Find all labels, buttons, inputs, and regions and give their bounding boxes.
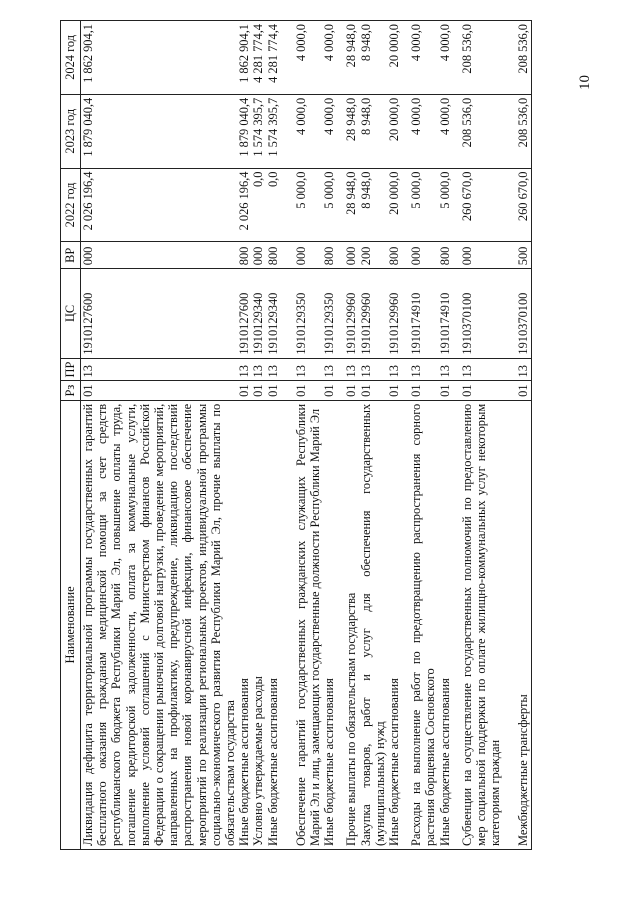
cell-2023: 4 000,0	[322, 94, 336, 168]
table-header-row	[61, 21, 81, 850]
cell-vr: 800	[322, 242, 336, 269]
budget-table	[60, 20, 532, 850]
cell-2023: 208 536,0	[452, 94, 503, 168]
cell-2022: 2 026 196,4	[237, 168, 251, 242]
cell-name: Прочие выплаты по обязательствам государства	[336, 400, 358, 849]
cell-2024: 4 000,0	[322, 21, 336, 95]
cell-vr: 800	[438, 242, 452, 269]
cell-vr: 800	[387, 242, 401, 269]
cell-rz: 01	[401, 381, 437, 400]
table-row	[280, 21, 322, 850]
cell-2022: 8 948,0	[359, 168, 387, 242]
cell-2024: 1 862 904,1	[81, 21, 238, 95]
cell-2024: 4 281 774,4	[251, 21, 265, 95]
cell-name: Иные бюджетные ассигнования	[322, 400, 336, 849]
cell-pr: 13	[401, 358, 437, 381]
cell-vr: 000	[401, 242, 437, 269]
cell-cs: 1910129960	[387, 269, 401, 358]
header-cs: ЦС	[61, 269, 81, 358]
cell-2023: 1 574 395,7	[251, 94, 265, 168]
cell-2022: 260 670,0	[452, 168, 503, 242]
cell-vr: 000	[452, 242, 503, 269]
cell-name: Иные бюджетные ассигнования	[266, 400, 280, 849]
header-name: Наименование	[61, 400, 81, 849]
cell-rz: 01	[237, 381, 251, 400]
header-2022: 2022 год	[61, 168, 81, 242]
cell-cs: 1910129340	[266, 269, 280, 358]
table-row	[401, 21, 437, 850]
cell-name: Закупка товаров, работ и услуг для обеспечения государственных (муниципальных) нужд	[359, 400, 387, 849]
cell-name: Расходы на выполнение работ по предотвращению распространения сорного растения борщевика Сосновского	[401, 400, 437, 849]
cell-2024: 20 000,0	[387, 21, 401, 95]
cell-pr: 13	[81, 358, 238, 381]
cell-2023: 28 948,0	[336, 94, 358, 168]
cell-cs: 1910129340	[251, 269, 265, 358]
cell-pr: 13	[336, 358, 358, 381]
cell-cs: 1910129960	[336, 269, 358, 358]
cell-rz: 01	[452, 381, 503, 400]
cell-rz: 01	[387, 381, 401, 400]
page-number: 10	[577, 75, 593, 90]
cell-rz: 01	[81, 381, 238, 400]
cell-2022: 0,0	[251, 168, 265, 242]
cell-vr: 000	[251, 242, 265, 269]
cell-cs: 1910370100	[502, 269, 531, 358]
cell-2022: 20 000,0	[387, 168, 401, 242]
cell-cs: 1910370100	[452, 269, 503, 358]
cell-2022: 28 948,0	[336, 168, 358, 242]
cell-cs: 1910174910	[438, 269, 452, 358]
cell-2022: 2 026 196,4	[81, 168, 238, 242]
table-row	[359, 21, 387, 850]
cell-2024: 28 948,0	[336, 21, 358, 95]
cell-vr: 800	[266, 242, 280, 269]
cell-vr: 500	[502, 242, 531, 269]
cell-2022: 5 000,0	[322, 168, 336, 242]
cell-2023: 4 000,0	[438, 94, 452, 168]
table-row	[336, 21, 358, 850]
header-2023: 2023 год	[61, 94, 81, 168]
cell-name: Межбюджетные трансферты	[502, 400, 531, 849]
cell-cs: 1910129350	[322, 269, 336, 358]
cell-2023: 1 879 040,4	[81, 94, 238, 168]
rotated-page	[60, 20, 590, 850]
cell-2022: 5 000,0	[401, 168, 437, 242]
cell-vr: 200	[359, 242, 387, 269]
cell-rz: 01	[438, 381, 452, 400]
header-vr: ВР	[61, 242, 81, 269]
cell-2022: 5 000,0	[280, 168, 322, 242]
cell-pr: 13	[387, 358, 401, 381]
table-body	[81, 21, 532, 850]
cell-name: Иные бюджетные ассигнования	[438, 400, 452, 849]
cell-2022: 0,0	[266, 168, 280, 242]
cell-pr: 13	[452, 358, 503, 381]
cell-vr: 800	[237, 242, 251, 269]
cell-name: Иные бюджетные ассигнования	[387, 400, 401, 849]
cell-pr: 13	[438, 358, 452, 381]
cell-2023: 1 879 040,4	[237, 94, 251, 168]
cell-2024: 4 000,0	[401, 21, 437, 95]
cell-pr: 13	[322, 358, 336, 381]
header-rz: Рз	[61, 381, 81, 400]
cell-cs: 1910129960	[359, 269, 387, 358]
table-row	[452, 21, 503, 850]
cell-2024: 208 536,0	[502, 21, 531, 95]
cell-2023: 4 000,0	[401, 94, 437, 168]
cell-cs: 1910127600	[81, 269, 238, 358]
cell-2024: 1 862 904,1	[237, 21, 251, 95]
table-row	[322, 21, 336, 850]
table-row	[81, 21, 238, 850]
cell-2024: 4 000,0	[280, 21, 322, 95]
cell-cs: 1910127600	[237, 269, 251, 358]
table-row	[438, 21, 452, 850]
cell-2022: 260 670,0	[502, 168, 531, 242]
header-pr: ПР	[61, 358, 81, 381]
cell-vr: 000	[81, 242, 238, 269]
cell-name: Обеспечение гарантий государственных гражданских служащих Республики Марий Эл и лиц, замещающих государственные должности Республики Марий Эл	[280, 400, 322, 849]
cell-name: Ликвидация дефицита территориальной программы государственных гарантий бесплатного оказания гражданам медицинской помощи за счет средств республиканского бюджета Республики Марий Эл, повышение оплаты труда, погашение кредиторской задолженности, оплата за коммунальные услуги, выполнение условий соглашений с Министерством финансов Российской Федерации о сокращении рыночной долговой нагрузки, проведение мероприятий, направленных на профилактику, предупреждение, ликвидацию последствий распространения новой коронавирусной инфекции, финансовое обеспечение мероприятий по реализации региональных проектов, индивидуальной программы социально-экономического развития Республики Марий Эл, прочие выплаты по обязательствам государства	[81, 400, 238, 849]
table-row	[266, 21, 280, 850]
cell-2023: 8 948,0	[359, 94, 387, 168]
cell-pr: 13	[237, 358, 251, 381]
cell-vr: 000	[280, 242, 322, 269]
table-row	[502, 21, 531, 850]
cell-pr: 13	[266, 358, 280, 381]
cell-2024: 8 948,0	[359, 21, 387, 95]
cell-pr: 13	[359, 358, 387, 381]
cell-name: Иные бюджетные ассигнования	[237, 400, 251, 849]
cell-rz: 01	[322, 381, 336, 400]
cell-2024: 4 281 774,4	[266, 21, 280, 95]
cell-pr: 13	[502, 358, 531, 381]
table-row	[237, 21, 251, 850]
cell-rz: 01	[336, 381, 358, 400]
cell-2023: 1 574 395,7	[266, 94, 280, 168]
cell-name: Условно утверждаемые расходы	[251, 400, 265, 849]
cell-rz: 01	[251, 381, 265, 400]
cell-rz: 01	[359, 381, 387, 400]
cell-rz: 01	[502, 381, 531, 400]
cell-2024: 4 000,0	[438, 21, 452, 95]
cell-2023: 20 000,0	[387, 94, 401, 168]
cell-name: Субвенции на осуществление государственных полномочий по предоставлению мер социальной поддержки по оплате жилищно-коммунальных услуг некоторым категориям граждан	[452, 400, 503, 849]
cell-pr: 13	[280, 358, 322, 381]
table-row	[387, 21, 401, 850]
cell-2024: 208 536,0	[452, 21, 503, 95]
cell-vr: 000	[336, 242, 358, 269]
cell-rz: 01	[280, 381, 322, 400]
cell-2022: 5 000,0	[438, 168, 452, 242]
cell-cs: 1910174910	[401, 269, 437, 358]
cell-2023: 208 536,0	[502, 94, 531, 168]
cell-rz: 01	[266, 381, 280, 400]
cell-pr: 13	[251, 358, 265, 381]
cell-cs: 1910129350	[280, 269, 322, 358]
cell-2023: 4 000,0	[280, 94, 322, 168]
header-2024: 2024 год	[61, 21, 81, 95]
table-row	[251, 21, 265, 850]
